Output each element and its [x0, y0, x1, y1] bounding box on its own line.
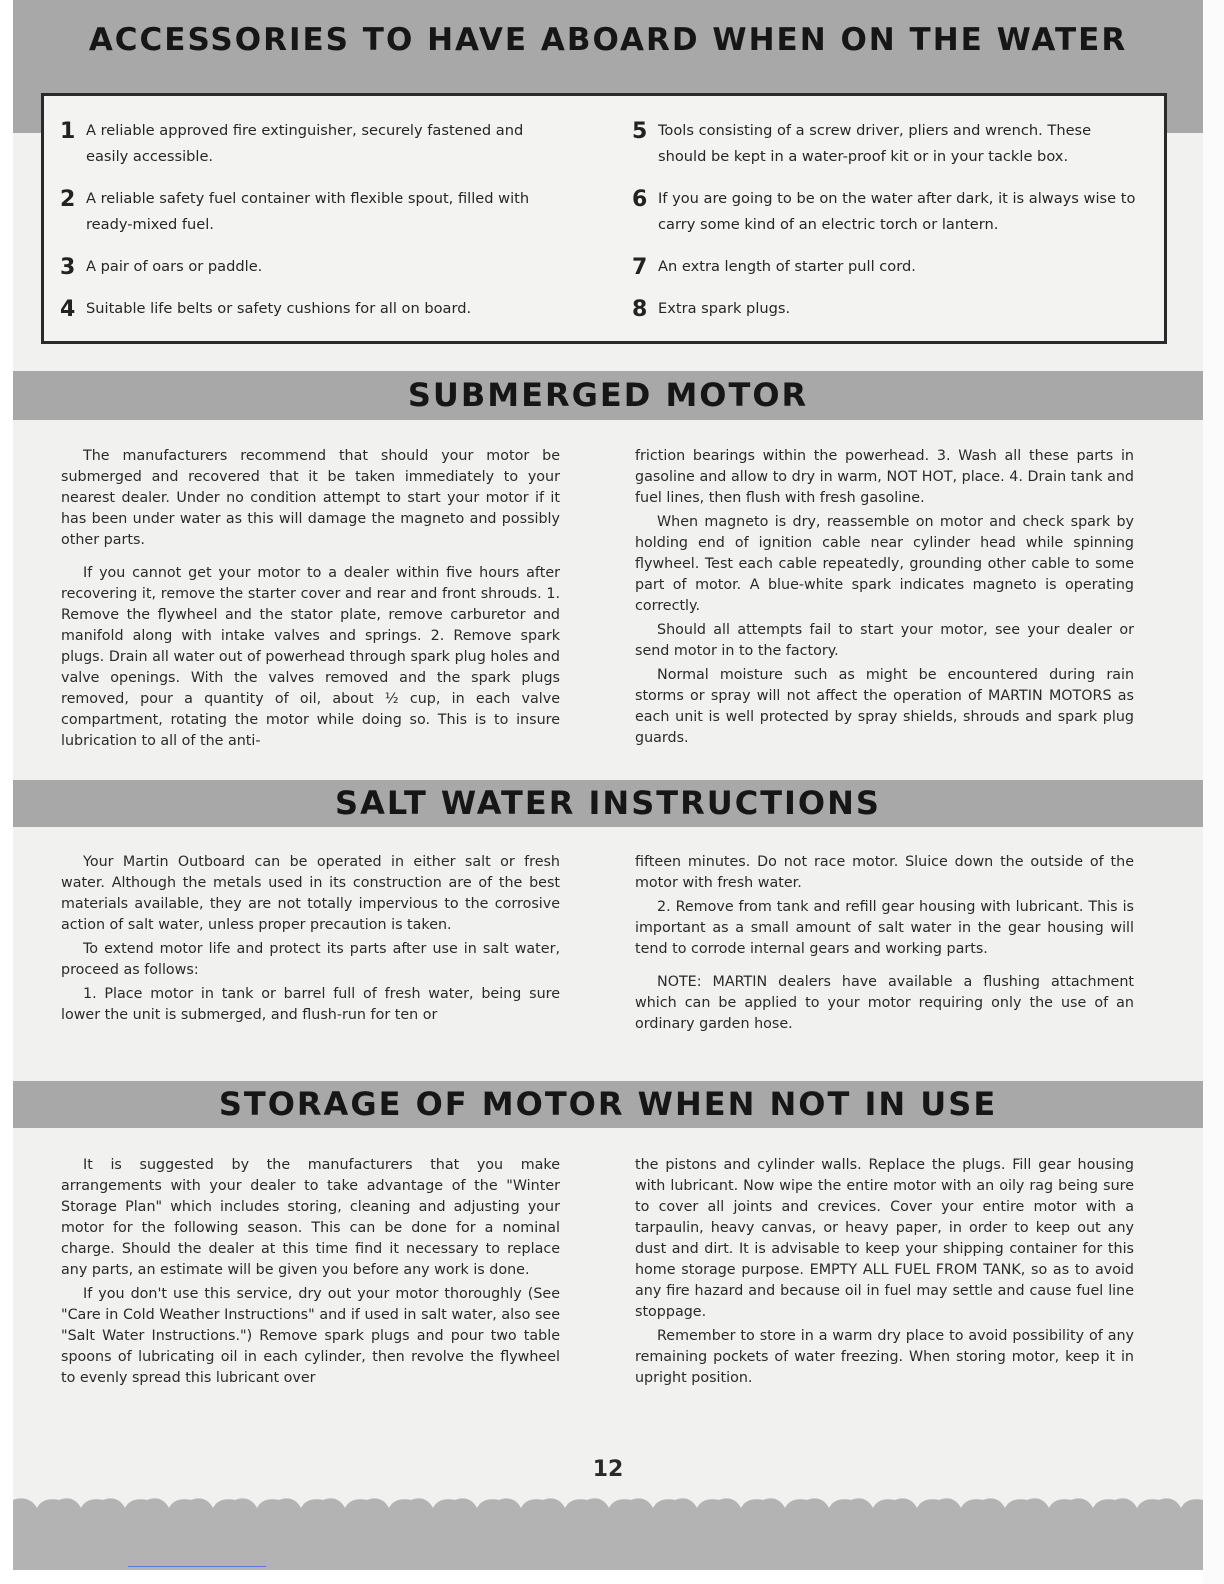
paragraph: To extend motor life and protect its parts after use in salt water, proceed as follows:: [61, 941, 560, 978]
item-number: 8: [632, 297, 648, 322]
item-text: Extra spark plugs.: [658, 300, 791, 317]
item-text: Tools consisting of a screw driver, pliers and wrench. These should be kept in a water-proof kit or in your tackle box.: [658, 122, 1092, 165]
paragraph: 1. Place motor in tank or barrel full of fresh water, being sure lower the unit is submerged, and flush-run for ten or: [61, 986, 560, 1023]
paragraph: NOTE: MARTIN dealers have available a flushing attachment which can be applied to your motor requiring only the use of an ordinary garden hose.: [635, 974, 1134, 1032]
accessories-column-left: [60, 118, 562, 322]
paragraph: the pistons and cylinder walls. Replace the plugs. Fill gear housing with lubricant. Now wipe the entire motor with an oily rag being sure to cover all joints and crevices. Cover your entire motor with a tarpaulin, heavy canvas, or heavy paper, in order to keep out any dust and dirt. It is advisable to keep your shipping container for this home storage purpose. EMPTY ALL FUEL FROM TANK, so as to avoid any fire hazard and because oil in fuel may settle and cause fuel line stoppage.: [635, 1157, 1134, 1320]
accessories-title: ACCESSORIES TO HAVE ABOARD WHEN ON THE WATER: [88, 22, 1128, 58]
storage-title: STORAGE OF MOTOR WHEN NOT IN USE: [218, 1085, 998, 1123]
paragraph: Normal moisture such as might be encountered during rain storms or spray will not affect the operation of MARTIN MOTORS as each unit is well protected by spray shields, shrouds and spark plug guards.: [635, 667, 1134, 746]
paragraph: 2. Remove from tank and refill gear housing with lubricant. This is important as a small amount of salt water in the gear housing will tend to corrode internal gears and working parts.: [635, 899, 1134, 957]
manual-page: [13, 0, 1203, 1570]
paragraph: friction bearings within the powerhead. 3. Wash all these parts in gasoline and allow to dry in warm, NOT HOT, place. 4. Drain tank and fuel lines, then flush with fresh gasoline.: [635, 448, 1134, 506]
paragraph: fifteen minutes. Do not race motor. Sluice down the outside of the motor with fresh water.: [635, 854, 1134, 891]
paragraph: Remember to store in a warm dry place to avoid possibility of any remaining pockets of water freezing. When storing motor, keep it in upright position.: [635, 1328, 1134, 1386]
item-number: 4: [60, 297, 76, 322]
submerged-title: SUBMERGED MOTOR: [407, 376, 809, 414]
salt-water-column-right: [635, 852, 1134, 1038]
storage-column-left: [61, 1155, 560, 1392]
storage-header-band: [13, 1081, 1203, 1128]
salt-water-column-left: [61, 852, 560, 1029]
item-number: 7: [632, 255, 648, 280]
accessory-item: [60, 186, 562, 254]
accessory-item: [60, 296, 562, 322]
accessory-item: [632, 296, 1140, 322]
accessory-item: [60, 118, 562, 186]
item-text: A reliable approved fire extinguisher, securely fastened and easily accessible.: [86, 122, 524, 165]
accessories-list-box: [41, 93, 1167, 344]
accessory-item: [632, 254, 1140, 296]
item-number: 2: [60, 187, 76, 212]
item-number: 5: [632, 119, 648, 144]
paragraph: It is suggested by the manufacturers that you make arrangements with your dealer to take advantage of the "Winter Storage Plan" which includes storing, cleaning and adjusting your motor for the following season. This can be done for a nominal charge. Should the dealer at this time find it necessary to replace any parts, an estimate will be given you before any work is done.: [61, 1157, 560, 1278]
underline-link-mark: [128, 1566, 266, 1567]
item-text: If you are going to be on the water after dark, it is always wise to carry some kind of an electric torch or lantern.: [658, 190, 1136, 233]
accessory-item: [632, 186, 1140, 254]
page-margin-strip: [1203, 0, 1224, 1584]
storage-column-right: [635, 1155, 1134, 1392]
item-text: A pair of oars or paddle.: [86, 258, 263, 275]
item-text: An extra length of starter pull cord.: [658, 258, 916, 275]
item-number: 6: [632, 187, 648, 212]
item-text: A reliable safety fuel container with flexible spout, filled with ready-mixed fuel.: [86, 190, 530, 233]
wave-border-decoration: [13, 1490, 1203, 1570]
accessories-column-right: [632, 118, 1140, 322]
page-number: 12: [592, 1457, 624, 1482]
submerged-column-right: [635, 446, 1134, 752]
paragraph: If you don't use this service, dry out your motor thoroughly (See "Care in Cold Weather Instructions" and if used in salt water, also see "Salt Water Instructions.") Remove spark plugs and pour two table spoons of lubricating oil in each cylinder, then revolve the flywheel to evenly spread this lubricant over: [61, 1286, 560, 1386]
item-text: Suitable life belts or safety cushions for all on board.: [86, 300, 472, 317]
accessory-item: [60, 254, 562, 296]
salt-water-header-band: [13, 780, 1203, 827]
item-number: 1: [60, 119, 76, 144]
submerged-column-left: [61, 446, 560, 755]
paragraph: The manufacturers recommend that should your motor be submerged and recovered that it be taken immediately to your nearest dealer. Under no condition attempt to start your motor if it has been under water as this will damage the magneto and possibly other parts.: [61, 448, 560, 548]
accessory-item: [632, 118, 1140, 186]
paragraph: Your Martin Outboard can be operated in either salt or fresh water. Although the metals used in its construction are of the best materials available, they are not totally impervious to the corrosive action of salt water, unless proper precaution is taken.: [61, 854, 560, 933]
item-number: 3: [60, 255, 76, 280]
paragraph: If you cannot get your motor to a dealer within five hours after recovering it, remove the starter cover and rear and front shrouds. 1. Remove the flywheel and the stator plate, remove carburetor and manifold along with intake valves and springs. 2. Remove spark plugs. Drain all water out of powerhead through spark plug holes and valve openings. With the valves removed and the spark plugs removed, pour a quantity of oil, about ½ cup, in each valve compartment, rotating the motor while doing so. This is to insure lubrication to all of the anti-: [61, 565, 560, 749]
salt-water-title: SALT WATER INSTRUCTIONS: [335, 784, 881, 822]
submerged-header-band: [13, 371, 1203, 420]
paragraph: When magneto is dry, reassemble on motor and check spark by holding end of ignition cable near cylinder head while spinning flywheel. Test each cable repeatedly, grounding other cable to some part of motor. A blue-white spark indicates magneto is operating correctly.: [635, 514, 1134, 614]
paragraph: Should all attempts fail to start your motor, see your dealer or send motor in to the factory.: [635, 622, 1134, 659]
